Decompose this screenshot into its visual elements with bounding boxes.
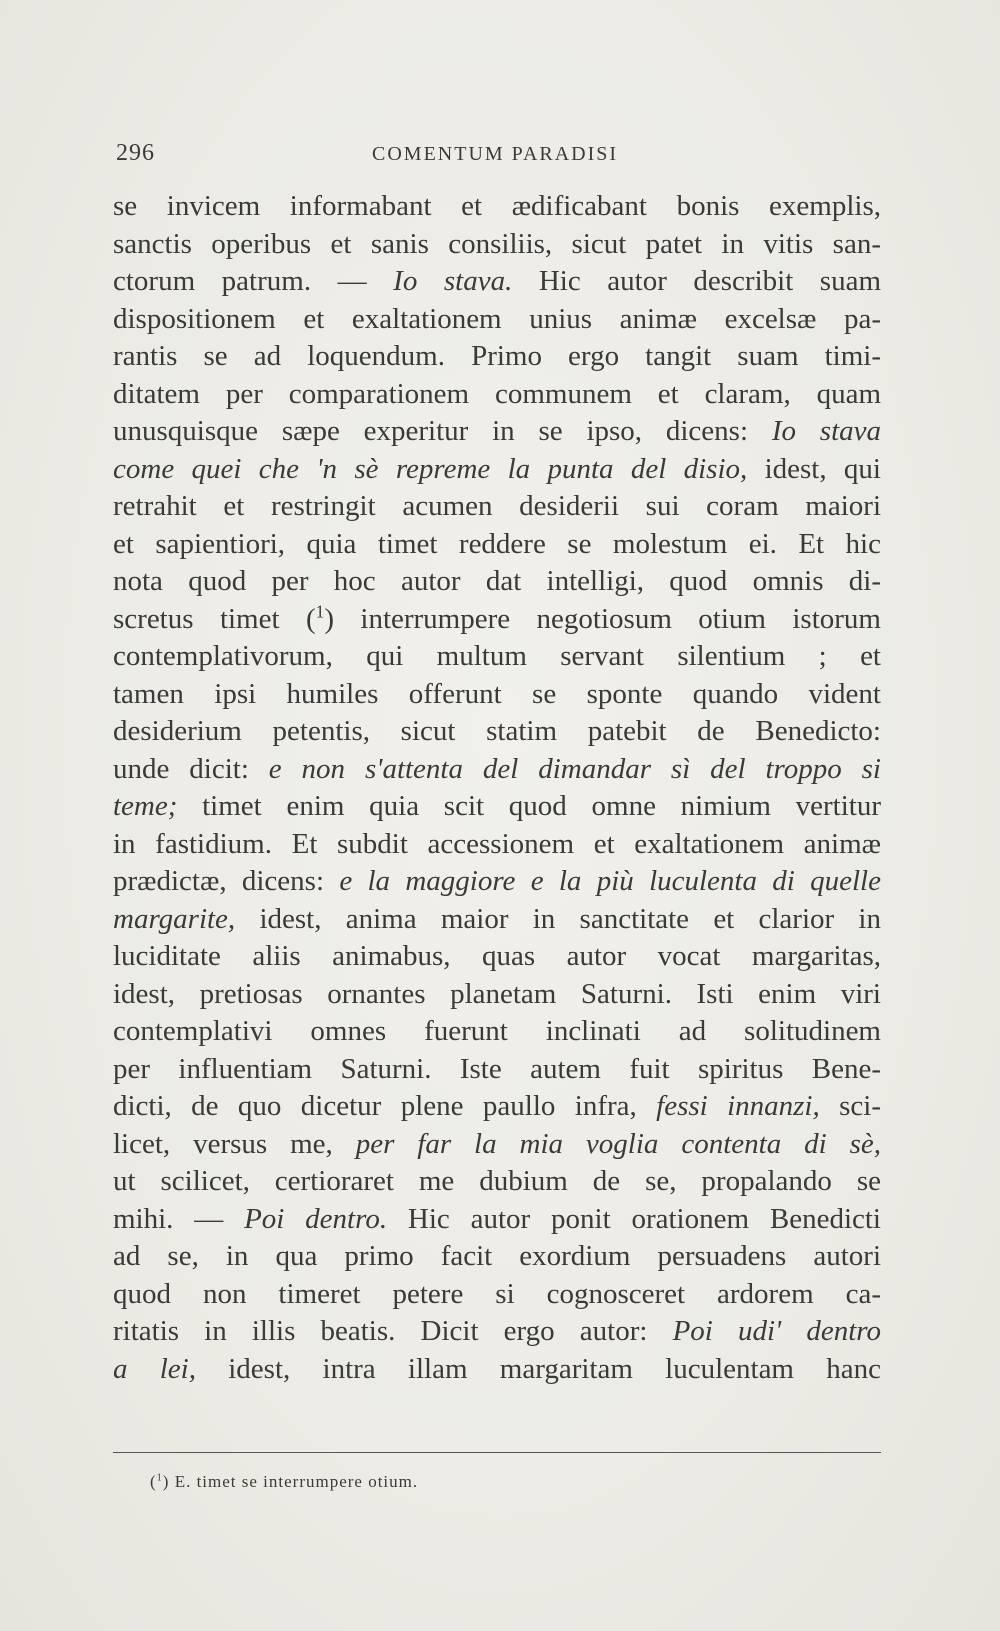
text-line bbox=[113, 1088, 881, 1126]
text-run: luciditate aliis animabus, quas autor vocat margaritas, bbox=[113, 940, 881, 972]
text-run: Hic autor describit suam bbox=[512, 265, 882, 297]
text-line bbox=[113, 1238, 881, 1276]
text-line bbox=[113, 1201, 881, 1239]
text-line bbox=[113, 301, 881, 339]
text-line bbox=[113, 601, 881, 639]
text-run: retrahit et restringit acumen desiderii sui coram maiori bbox=[113, 490, 881, 522]
text-line bbox=[113, 1013, 881, 1051]
italic-quotation: teme; bbox=[113, 790, 178, 822]
text-run: Hic autor ponit orationem Benedicti bbox=[387, 1202, 881, 1235]
text-run: timet enim quia scit quod omne nimium vertitur bbox=[177, 790, 881, 822]
text-line bbox=[113, 1351, 881, 1389]
body-text bbox=[113, 188, 881, 1388]
text-run: idest, anima maior in sanctitate et clarior in bbox=[235, 902, 881, 935]
text-run: sanctis operibus et sanis consiliis, sicut patet in vitis san- bbox=[113, 227, 881, 260]
text-run: ditatem per comparationem communem et claram, quam bbox=[113, 377, 881, 410]
text-line bbox=[113, 338, 881, 376]
text-line bbox=[113, 563, 881, 601]
text-line bbox=[113, 263, 881, 301]
italic-quotation: come quei che 'n sè repreme la punta del disio, bbox=[113, 452, 748, 485]
text-line bbox=[113, 751, 881, 789]
text-run: contemplativorum, qui multum servant silentium ; et bbox=[113, 640, 881, 672]
text-run: tamen ipsi humiles offerunt se sponte quando vident bbox=[113, 677, 881, 710]
text-line bbox=[113, 451, 881, 489]
text-run: contemplativi omnes fuerunt inclinati ad solitudinem bbox=[113, 1015, 881, 1047]
text-run: idest, intra illam margaritam luculentam hanc bbox=[196, 1352, 881, 1385]
text-line bbox=[113, 788, 881, 826]
footnote-reference: 1 bbox=[315, 600, 325, 621]
text-line bbox=[113, 376, 881, 414]
italic-quotation: Poi dentro. bbox=[244, 1202, 388, 1235]
italic-quotation: Io stava bbox=[771, 415, 881, 447]
italic-quotation: margarite, bbox=[113, 902, 236, 935]
italic-quotation: per far la mia voglia contenta di sè, bbox=[355, 1127, 881, 1160]
text-run: in fastidium. Et subdit accessionem et exaltationem animæ bbox=[113, 827, 881, 860]
text-run: scretus timet ( bbox=[113, 602, 316, 635]
text-line bbox=[113, 1163, 881, 1201]
text-run: unusquisque sæpe experitur in se ipso, dicens: bbox=[113, 415, 772, 447]
text-line bbox=[113, 863, 881, 901]
text-line bbox=[113, 938, 881, 976]
footnote-divider bbox=[113, 1452, 881, 1453]
text-run: per influentiam Saturni. Iste autem fuit spiritus Bene- bbox=[113, 1052, 881, 1085]
text-line bbox=[113, 638, 881, 676]
text-line bbox=[113, 1276, 881, 1314]
text-run: ctorum patrum. — bbox=[113, 265, 394, 297]
text-run: sci- bbox=[819, 1090, 881, 1122]
text-run: se invicem informabant et ædificabant bonis exemplis, bbox=[113, 190, 881, 222]
text-run: idest, qui bbox=[747, 452, 881, 485]
text-line bbox=[113, 226, 881, 264]
text-line bbox=[113, 826, 881, 864]
footnote-text: E. timet se interrumpere otium. bbox=[174, 1472, 419, 1491]
text-line bbox=[113, 413, 881, 451]
text-line bbox=[113, 488, 881, 526]
text-run: dicti, de quo dicetur plene paullo infra, bbox=[113, 1090, 657, 1122]
italic-quotation: e la maggiore e la più luculenta di quelle bbox=[339, 865, 881, 897]
running-head bbox=[116, 140, 886, 170]
text-run: ritatis in illis beatis. Dicit ergo autor: bbox=[113, 1315, 673, 1347]
italic-quotation: e non s'attenta del dimandar sì del troppo si bbox=[268, 752, 881, 785]
text-run: nota quod per hoc autor dat intelligi, quod omnis di- bbox=[113, 565, 881, 597]
italic-quotation: fessi innanzi, bbox=[656, 1090, 820, 1122]
text-run: mihi. — bbox=[113, 1202, 245, 1235]
page-number: 296 bbox=[116, 140, 155, 166]
text-run: licet, versus me, bbox=[113, 1127, 356, 1160]
italic-quotation: Io stava. bbox=[393, 265, 513, 297]
text-run: et sapientiori, quia timet reddere se molestum ei. Et hic bbox=[113, 527, 881, 560]
text-line bbox=[113, 901, 881, 939]
text-line bbox=[113, 976, 881, 1014]
text-run: idest, pretiosas ornantes planetam Saturni. Isti enim viri bbox=[113, 977, 881, 1010]
footnote bbox=[150, 1472, 418, 1492]
text-run: quod non timeret petere si cognosceret ardorem ca- bbox=[113, 1277, 881, 1310]
text-run: ut scilicet, certioraret me dubium de se, propalando se bbox=[113, 1165, 881, 1197]
text-line bbox=[113, 1126, 881, 1164]
text-run: rantis se ad loquendum. Primo ergo tangit suam timi- bbox=[113, 340, 881, 372]
text-run: dispositionem et exaltationem unius animæ excelsæ pa- bbox=[113, 302, 881, 335]
text-line bbox=[113, 1313, 881, 1351]
text-run: unde dicit: bbox=[113, 752, 269, 785]
italic-quotation: a lei, bbox=[113, 1352, 196, 1385]
text-run: desiderium petentis, sicut statim patebit de Benedicto: bbox=[113, 715, 881, 747]
text-run: prædictæ, dicens: bbox=[113, 865, 340, 897]
text-run: ) interrumpere negotiosum otium istorum bbox=[324, 602, 881, 635]
text-line bbox=[113, 713, 881, 751]
text-line bbox=[113, 188, 881, 226]
italic-quotation: Poi udi' dentro bbox=[672, 1315, 881, 1347]
text-run: ad se, in qua primo facit exordium persuadens autori bbox=[113, 1240, 881, 1272]
text-line bbox=[113, 526, 881, 564]
footnote-marker: ($^1$) bbox=[150, 1472, 170, 1491]
text-line bbox=[113, 1051, 881, 1089]
running-title: COMENTUM PARADISI bbox=[372, 143, 619, 165]
text-line bbox=[113, 676, 881, 714]
